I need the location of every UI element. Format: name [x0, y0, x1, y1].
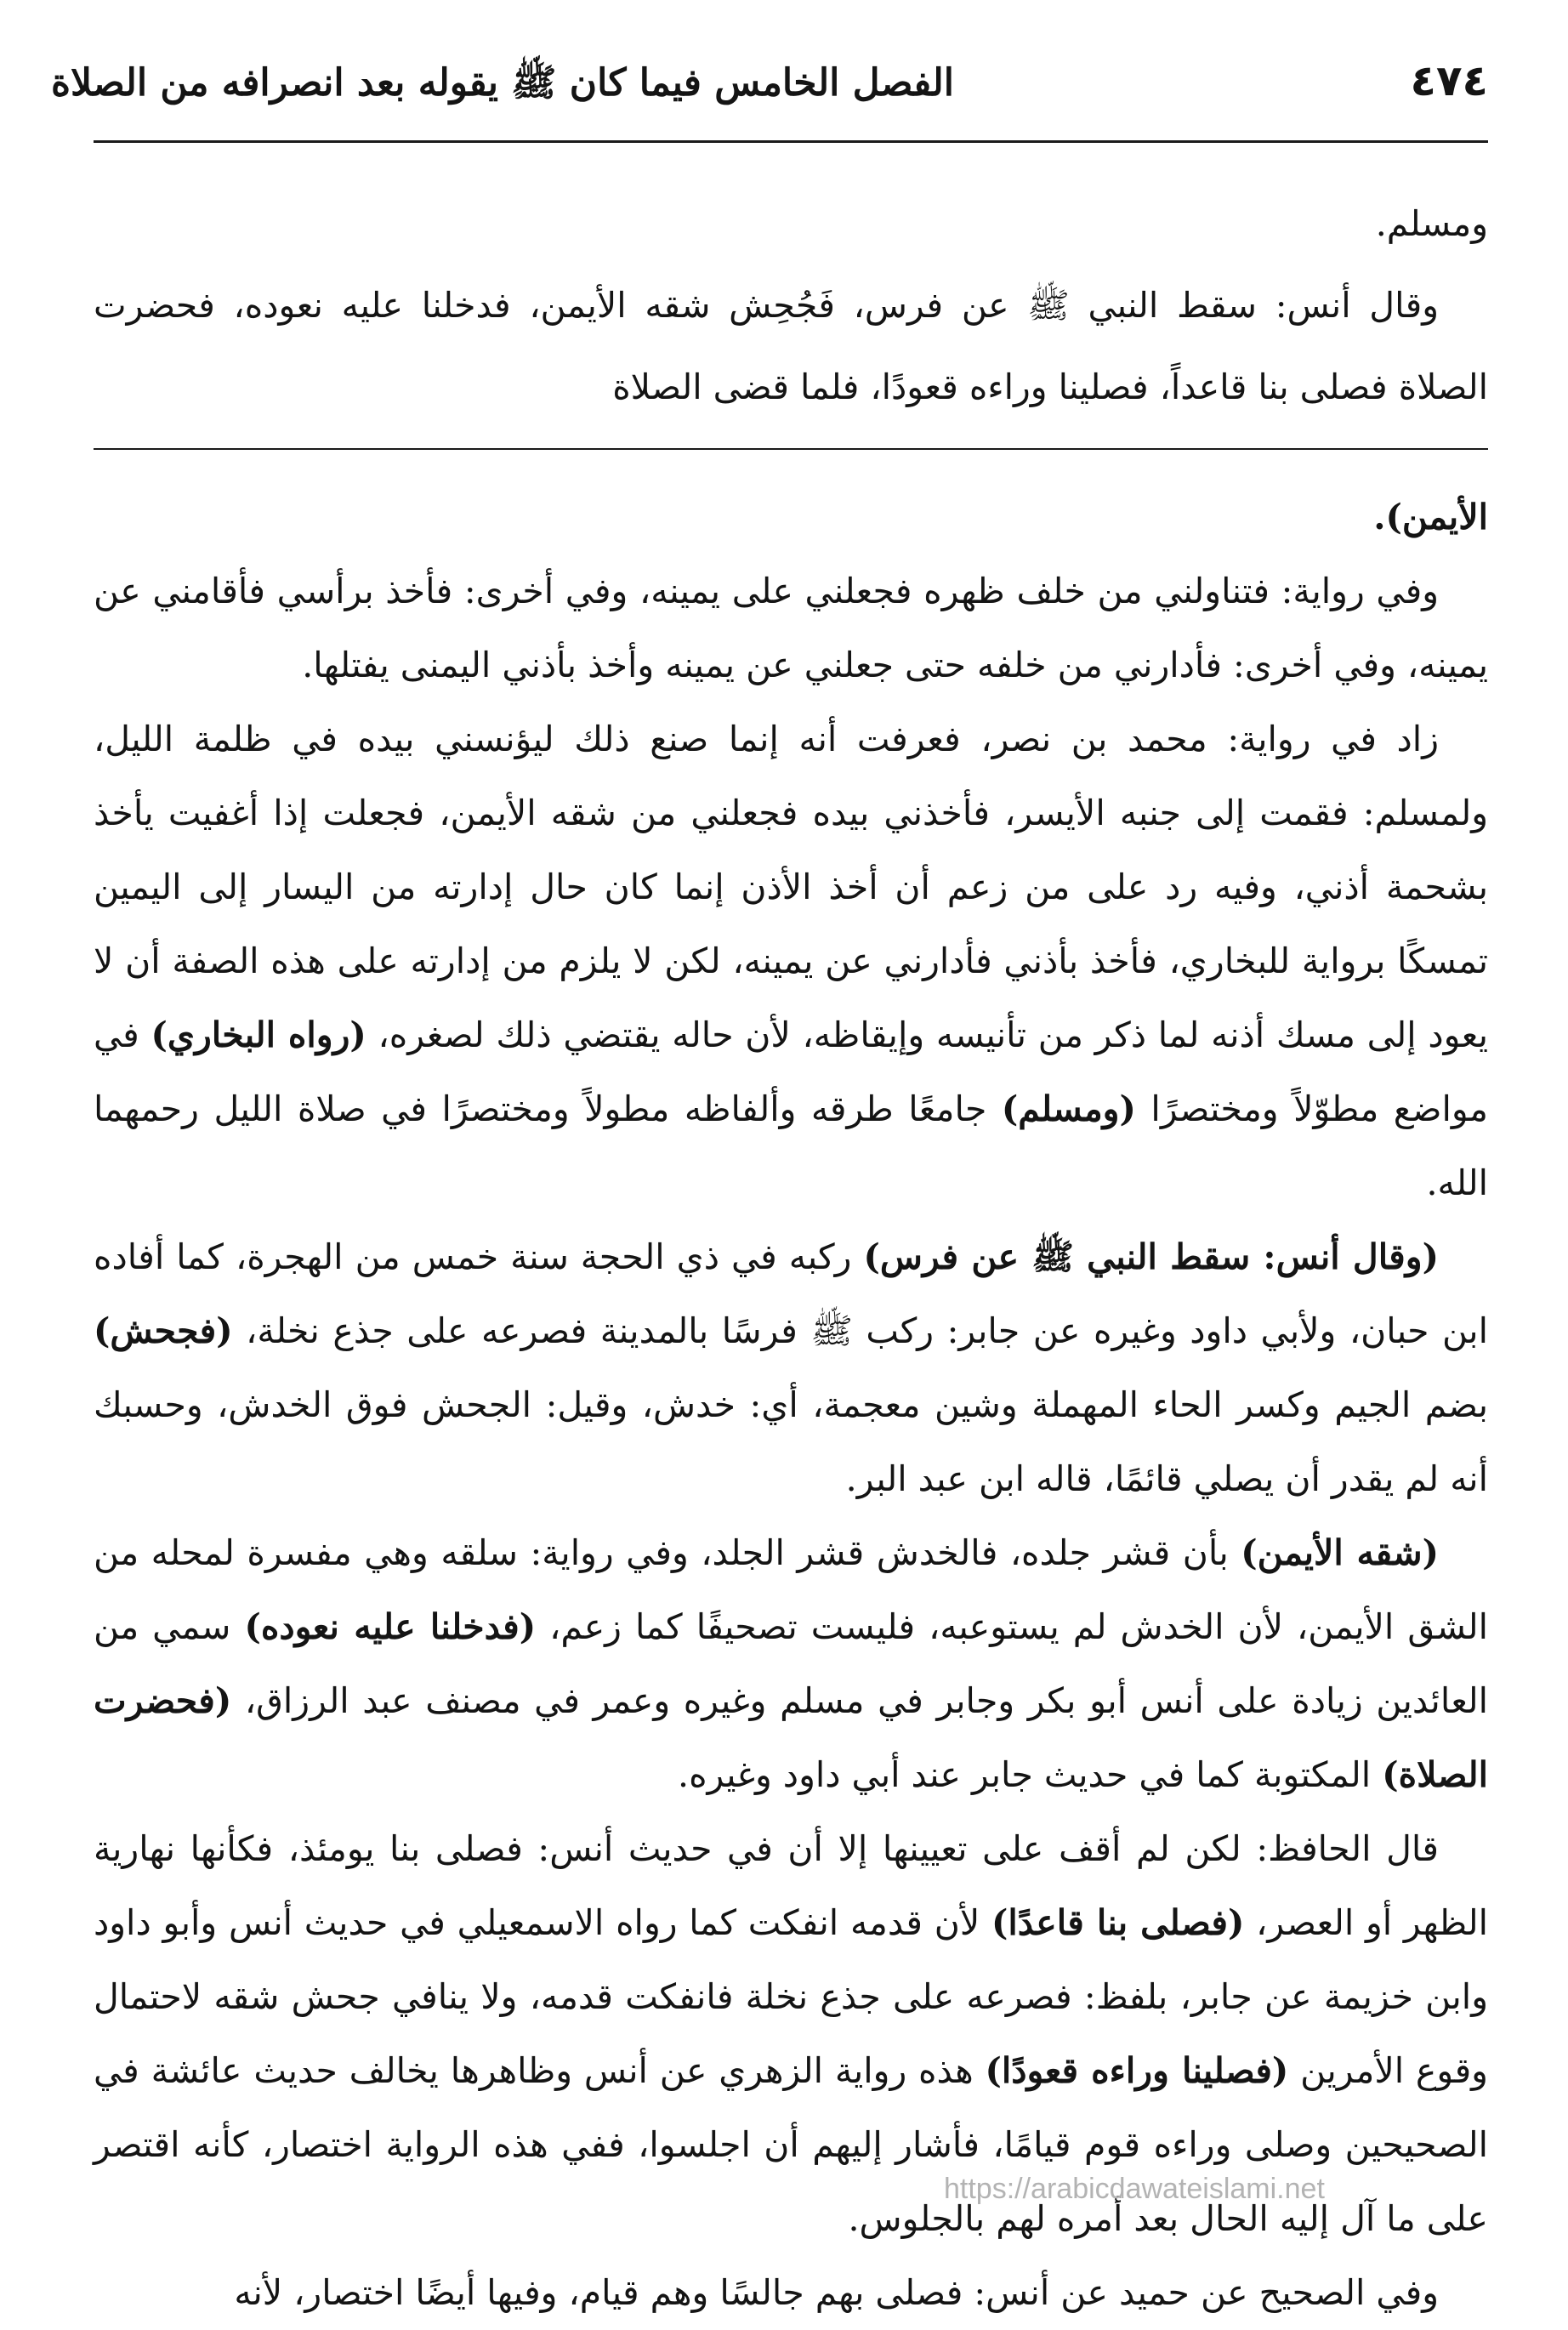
bold-lemma: (فجحش) [94, 1310, 233, 1351]
paragraph-4-text-2: بضم الجيم وكسر الحاء المهملة وشين معجمة، أي: خدش، وقيل: الجحش فوق الخدش، وحسبك أنه لم يقدر أن يصلي قائمًا، قاله ابن عبد البر. [94, 1384, 1488, 1499]
bold-lemma: (رواه البخاري) [151, 1014, 366, 1055]
commentary-paragraph-4 [94, 1220, 1488, 1516]
bold-lemma: (فصلى بنا قاعدًا) [991, 1902, 1245, 1943]
commentary-paragraph-2: وفي رواية: فتناولني من خلف ظهره فجعلني على يمينه، وفي أخرى: فأخذ برأسي فأقامني عن يمينه، وفي أخرى: فأدارني من خلفه حتى جعلني عن يمينه وأخذ بأذني اليمنى يفتلها. [94, 571, 1488, 685]
commentary-paragraph-5 [94, 1516, 1488, 1812]
running-title: الفصل الخامس فيما كان ﷺ يقوله بعد انصرافه من الصلاة [51, 61, 955, 105]
bold-lemma: (فدخلنا عليه نعوده) [244, 1606, 537, 1647]
page-header [51, 51, 1488, 119]
bold-lemma: (شقه الأيمن) [1241, 1532, 1439, 1573]
paragraph-6-text-3: هذه رواية الزهري عن أنس وظاهرها يخالف حديث عائشة في الصحيحين وصلى وراءه قوم قيامًا، فأشار إليهم أن اجلسوا، ففي هذه الرواية اختصار، كأنه اقتصر على ما آل إليه الحال بعد أمره لهم بالجلوس. [94, 2050, 1488, 2239]
commentary-paragraph-7: وفي الصحيح عن حميد عن أنس: فصلى بهم جالسًا وهم قيام، وفيها أيضًا اختصار، لأنه [234, 2272, 1439, 2313]
page-number: ٤٧٤ [1410, 56, 1488, 105]
commentary-text [94, 480, 1488, 2330]
separator-rule [94, 448, 1488, 450]
header-rule [94, 140, 1488, 143]
paragraph-6-text-2: لأن قدمه انفكت كما رواه الاسمعيلي في حديث أنس وأبو داود وابن خزيمة عن جابر، بلفظ: فصرعه على جذع نخلة فانفكت قدمه، ولا ينافي جحش شقه لاحتمال وقوع الأمرين [94, 1902, 1488, 2091]
paragraph-3-text: زاد في رواية: محمد بن نصر، فعرفت أنه إنما صنع ذلك ليؤنسني بيده في ظلمة الليل، ولمسلم: فقمت إلى جنبه الأيسر، فأخذني بيده فجعلني من شقه الأيمن، فجعلت إذا أغفيت يأخذ بشحمة أذني، وفيه رد على من زعم أن أخذ الأذن إنما كان حال إدارته من اليسار إلى اليمين تمسكًا برواية للبخاري، فأخذ بأذني فأدارني عن يمينه، لكن لا يلزم من إدارته على هذه الصفة أن لا يعود إلى مسك أذنه لما ذكر من تأنيسه وإيقاظه، لأن حاله يقتضي ذلك لصغره، [94, 719, 1488, 1055]
paragraph-6-text: قال الحافظ: لكن لم أقف على تعيينها إلا أن في حديث أنس: فصلى بنا يومئذ، فكأنها نهارية الظهر أو العصر، [94, 1828, 1488, 1943]
bold-lemma: (فصلينا وراءه قعودًا) [985, 2050, 1289, 2091]
paragraph-3-text-3: جامعًا طرقه وألفاظه مطولاً ومختصرًا في صلاة الليل رحمهما الله. [94, 1088, 1488, 1203]
paragraph-3-text-2: في مواضع مطوّلاً ومختصرًا [94, 1014, 1488, 1129]
matn-text [94, 183, 1488, 428]
bold-lemma: (فحضرت الصلاة) [94, 1680, 1488, 1795]
watermark-url: https://arabicdawateislami.net [944, 2173, 1325, 2205]
paragraph-5-text-2: سمي من العائدين زيادة على أنس أبو بكر وجابر في مسلم وغيره وعمر في مصنف عبد الرزاق، [94, 1606, 1488, 1721]
paragraph-5-text: بأن قشر جلده، فالخدش قشر الجلد، وفي رواية: سلقه وهي مفسرة لمحله من الشق الأيمن، لأن الخدش لم يستوعبه، فليست تصحيفًا كما زعم، [94, 1532, 1488, 1647]
matn-paragraph-1: ومسلم. [1375, 203, 1488, 244]
bold-lemma: (ومسلم) [1001, 1088, 1136, 1129]
commentary-paragraph-3 [94, 702, 1488, 1220]
commentary-paragraph-1: الأيمن). [1373, 497, 1488, 537]
bold-lemma: (وقال أنس: سقط النبي ﷺ عن فرس) [863, 1236, 1439, 1277]
paragraph-5-text-3: المكتوبة كما في حديث جابر عند أبي داود وغيره. [678, 1754, 1372, 1795]
matn-paragraph-2: وقال أنس: سقط النبي ﷺ عن فرس، فَجُحِش شقه الأيمن، فدخلنا عليه نعوده، فحضرت الصلاة فصلى بنا قاعداً، فصلينا وراءه قعودًا، فلما قضى الصلاة [94, 285, 1488, 407]
paragraph-4-text: ركبه في ذي الحجة سنة خمس من الهجرة، كما أفاده ابن حبان، ولأبي داود وغيره عن جابر: ركب ﷺ فرسًا بالمدينة فصرعه على جذع نخلة، [94, 1236, 1488, 1351]
